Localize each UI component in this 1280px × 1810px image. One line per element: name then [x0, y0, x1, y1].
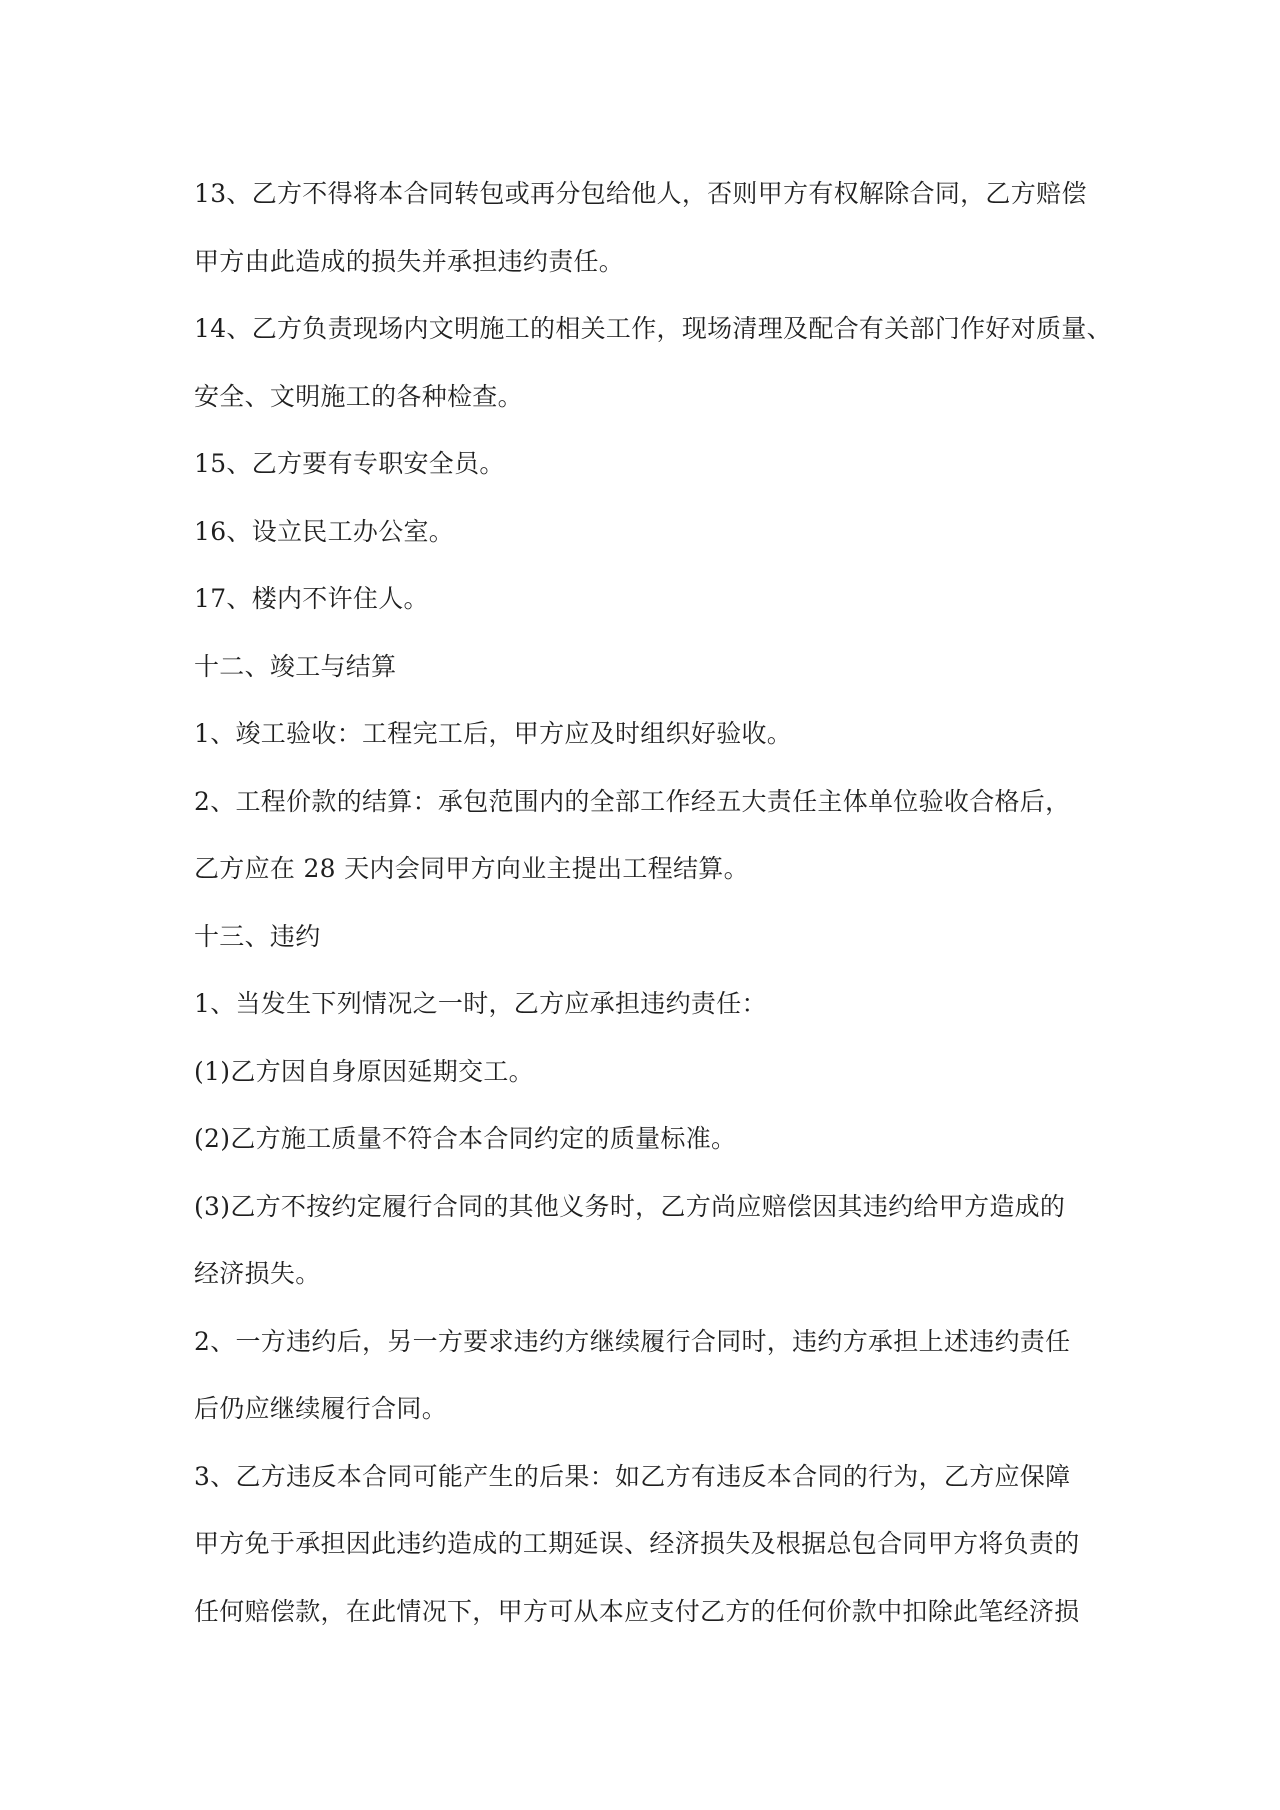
- text-line: 1、当发生下列情况之一时，乙方应承担违约责任：: [194, 989, 767, 1018]
- text-line: (3)乙方不按约定履行合同的其他义务时，乙方尚应赔偿因其违约给甲方造成的: [194, 1191, 1066, 1221]
- text-line: 经济损失。: [194, 1259, 321, 1288]
- text-line: 16、设立民工办公室。: [194, 516, 455, 546]
- text-line: 1、竣工验收：工程完工后，甲方应及时组织好验收。: [194, 719, 793, 748]
- text-line: 任何赔偿款，在此情况下，甲方可从本应支付乙方的任何价款中扣除此笔经济损: [194, 1596, 1080, 1626]
- text-line: 3、乙方违反本合同可能产生的后果：如乙方有违反本合同的行为，乙方应保障: [194, 1461, 1071, 1491]
- text-line: 2、工程价款的结算：承包范围内的全部工作经五大责任主体单位验收合格后，: [194, 786, 1071, 816]
- text-line: 14、乙方负责现场内文明施工的相关工作，现场清理及配合有关部门作好对质量、: [194, 314, 1112, 343]
- section-heading: 十二、竣工与结算: [194, 651, 397, 681]
- text-line: 乙方应在 28 天内会同甲方向业主提出工程结算。: [194, 854, 749, 883]
- text-line: 甲方由此造成的损失并承担违约责任。: [194, 246, 625, 276]
- document-body: [194, 160, 1112, 1645]
- text-line: (1)乙方因自身原因延期交工。: [194, 1056, 534, 1086]
- text-line: 13、乙方不得将本合同转包或再分包给他人，否则甲方有权解除合同，乙方赔偿: [194, 179, 1087, 208]
- section-heading: 十三、违约: [194, 921, 321, 951]
- text-line: 安全、文明施工的各种检查。: [194, 381, 523, 411]
- text-line: 2、一方违约后，另一方要求违约方继续履行合同时，违约方承担上述违约责任: [194, 1326, 1071, 1356]
- text-line: (2)乙方施工质量不符合本合同约定的质量标准。: [194, 1124, 737, 1153]
- text-line: 甲方免于承担因此违约造成的工期延误、经济损失及根据总包合同甲方将负责的: [194, 1529, 1080, 1558]
- text-line: 17、楼内不许住人。: [194, 584, 429, 613]
- text-line: 15、乙方要有专职安全员。: [194, 449, 505, 478]
- text-line: 后仍应继续履行合同。: [194, 1394, 448, 1423]
